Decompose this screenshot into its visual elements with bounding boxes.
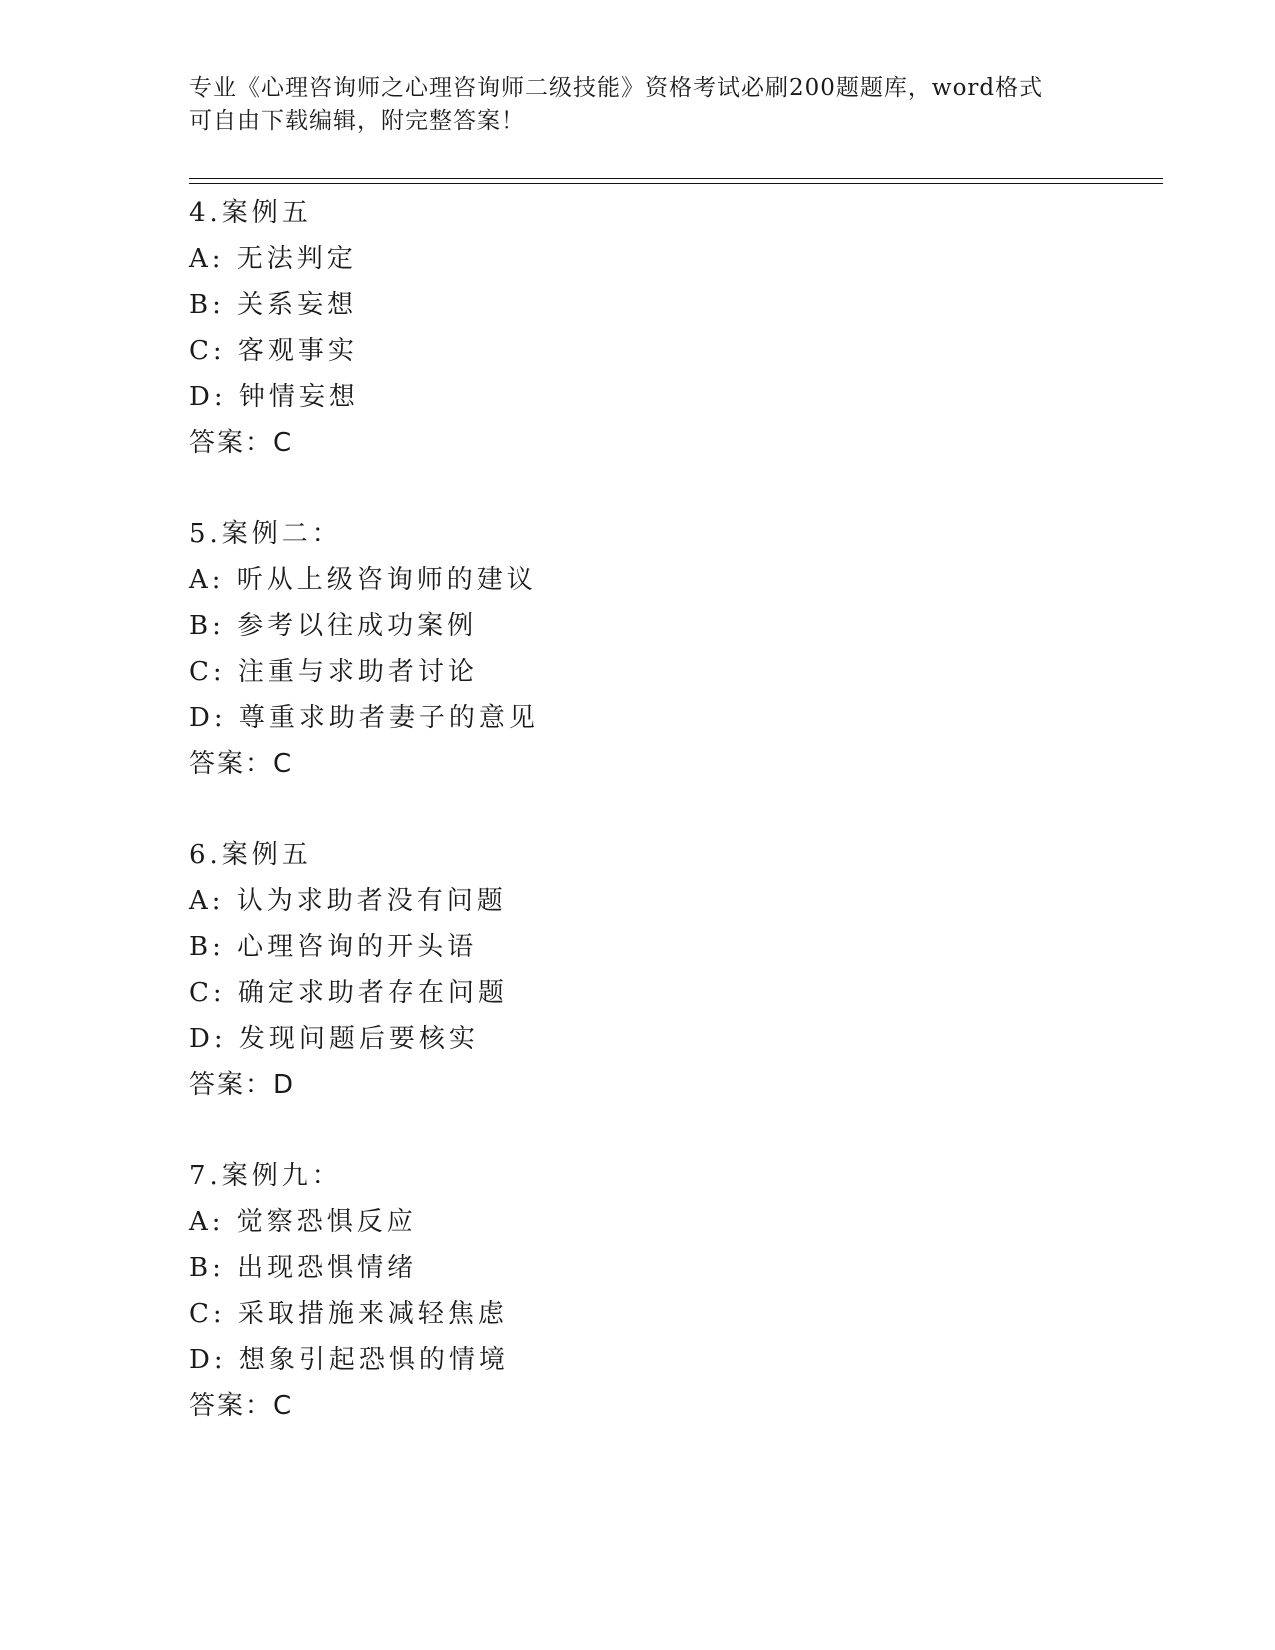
answer: 答案：C <box>189 428 294 458</box>
document-header <box>189 72 1089 138</box>
option-b: B: 心理咨询的开头语 <box>189 932 478 962</box>
header-divider-bottom <box>189 183 1163 184</box>
option-c: C: 注重与求助者讨论 <box>189 657 478 687</box>
question-4 <box>189 190 1169 466</box>
question-title: 5.案例二： <box>189 519 342 549</box>
option-b: B: 出现恐惧情绪 <box>189 1253 418 1283</box>
question-6 <box>189 832 1169 1108</box>
header-divider-top <box>189 178 1163 179</box>
question-5 <box>189 511 1169 787</box>
question-title: 4.案例五 <box>189 198 312 228</box>
option-d: D: 钟情妄想 <box>189 382 359 412</box>
header-line-1: 专业《心理咨询师之心理咨询师二级技能》资格考试必刷200题题库，word格式 <box>189 75 1044 101</box>
answer: 答案：C <box>189 749 294 779</box>
option-a: A: 无法判定 <box>189 244 357 274</box>
option-d: D: 发现问题后要核实 <box>189 1024 479 1054</box>
question-7 <box>189 1153 1169 1429</box>
option-a: A: 听从上级咨询师的建议 <box>189 565 537 595</box>
option-b: B: 参考以往成功案例 <box>189 611 478 641</box>
option-a: A: 认为求助者没有问题 <box>189 886 507 916</box>
option-c: C: 采取措施来减轻焦虑 <box>189 1299 508 1329</box>
option-d: D: 尊重求助者妻子的意见 <box>189 703 539 733</box>
answer: 答案：D <box>189 1070 296 1100</box>
header-line-2: 可自由下载编辑，附完整答案！ <box>189 108 525 134</box>
question-title: 7.案例九： <box>189 1161 342 1191</box>
option-d: D: 想象引起恐惧的情境 <box>189 1345 509 1375</box>
option-b: B: 关系妄想 <box>189 290 358 320</box>
option-c: C: 确定求助者存在问题 <box>189 978 508 1008</box>
answer: 答案：C <box>189 1391 294 1421</box>
question-title: 6.案例五 <box>189 840 312 870</box>
question-list <box>189 190 1169 1474</box>
option-c: C: 客观事实 <box>189 336 358 366</box>
option-a: A: 觉察恐惧反应 <box>189 1207 417 1237</box>
